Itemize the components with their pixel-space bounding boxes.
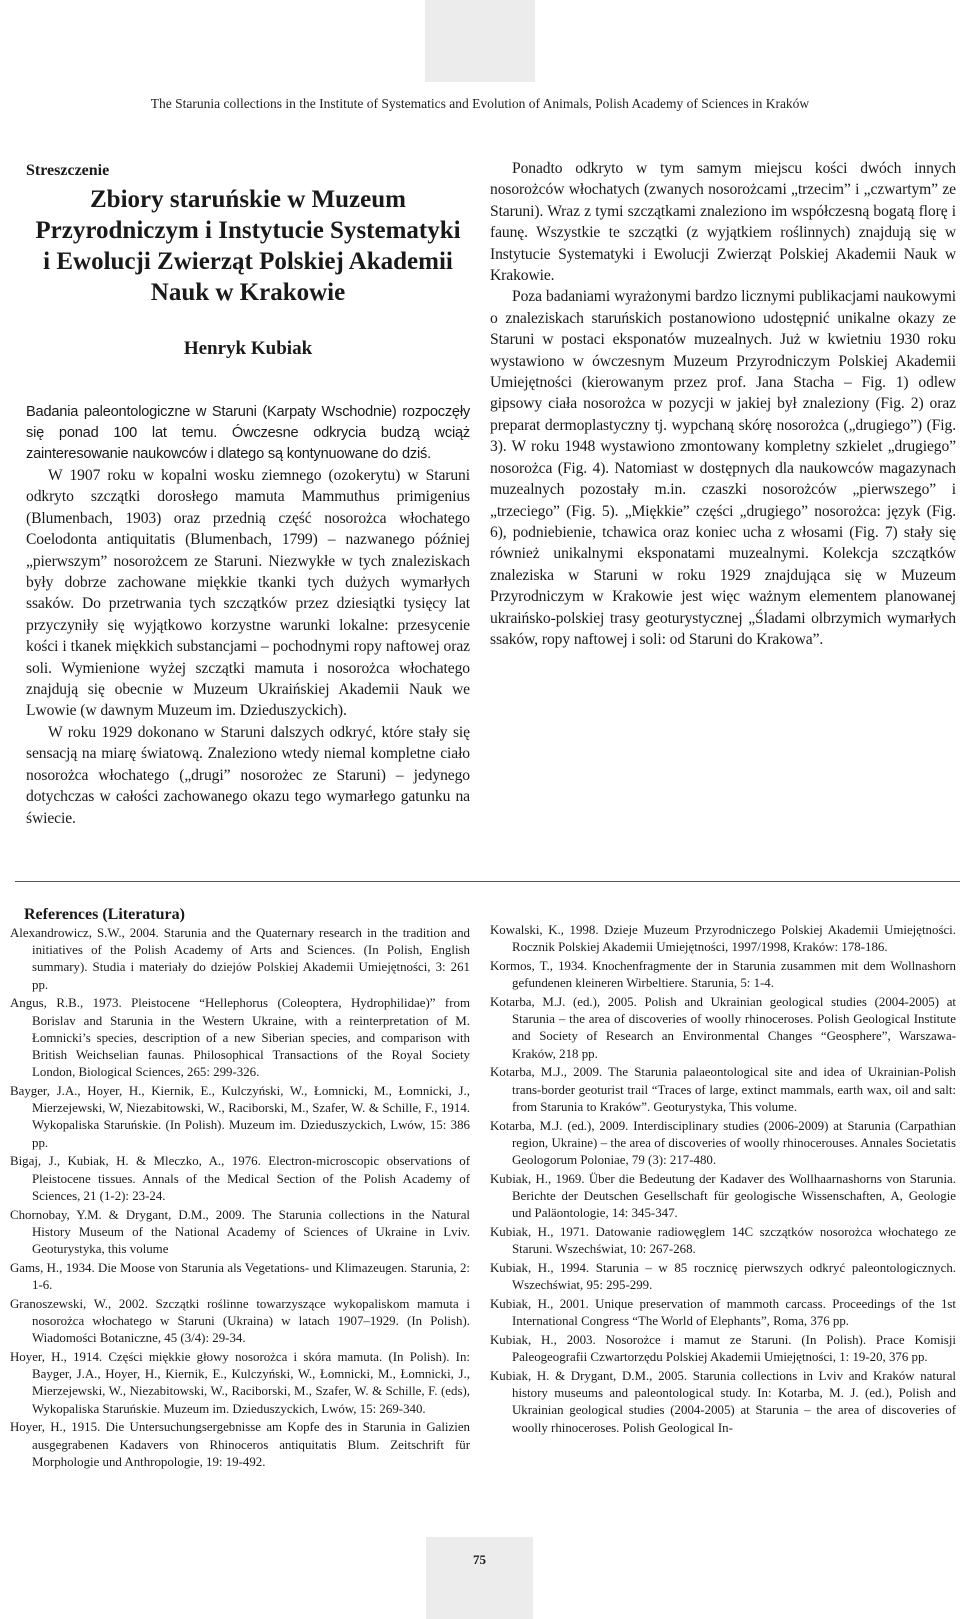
reference-item: Alexandrowicz, S.W., 2004. Starunia and the Quaternary research in the tradition and initiatives of the Polish Academy of Arts and Sciences. (In Polish, English summary). Studia i materiały do dziejów Polskiej Akademii Umiejętności, 3: 261 pp.: [10, 926, 470, 992]
abstract-paragraph-2: W roku 1929 dokonano w Staruni dalszych odkryć, które stały się sensacją na miarę światową. Znaleziono wtedy niemal kompletne ciało nosorożca włochatego („drugi” nosorożec ze Staruni) – jedynego dotychczas w całości zachowanego okazu tego wymarłego gatunku na świecie.: [26, 723, 470, 827]
reference-item: Kubiak, H., 2003. Nosorożce i mamut ze Staruni. (In Polish). Prace Komisji Paleogeografii Czwartorzędu Polskiej Akademii Umiejętności, 1: 19-20, 376 pp.: [490, 1333, 956, 1365]
abstract-intro: Badania paleontologiczne w Staruni (Karpaty Wschodnie) rozpoczęły się ponad 100 lat temu. Ówczesne odkrycia budzą wciąż zainteresowanie naukowców i dlatego są kontynuowane do dziś.: [26, 404, 470, 462]
reference-item: Kotarba, M.J., 2009. The Starunia palaeontological site and idea of Ukrainian-Polish trans-border geoturist trail “Traces of large, extinct mammals, earth wax, oil and salt: from Starunia to Kraków”. Geoturystyka, This volume.: [490, 1065, 956, 1114]
references-heading: References (Literatura): [24, 906, 185, 923]
reference-item: Angus, R.B., 1973. Pleistocene “Hellephorus (Coleoptera, Hydrophilidae)” from Borislav and Starunia in the Western Ukraine, with a reinterpretation of M. Łomnicki’s species, description of a new Siberian species, and comparison with British Weichselian faunas. Philosophical Transactions of the Royal Society London, Biological Sciences, 265: 299-326.: [10, 996, 470, 1080]
reference-item: Kormos, T., 1934. Knochenfragmente der in Starunia zusammen mit dem Wollnashorn gefundenen kleineren Wirbeltiere. Starunia, 5: 1-4.: [490, 959, 956, 991]
running-header: The Starunia collections in the Institute of Systematics and Evolution of Animals, Polish Academy of Sciences in Kraków: [150, 96, 810, 111]
reference-item: Bayger, J.A., Hoyer, H., Kiernik, E., Kulczyński, W., Łomnicki, M., Łomnicki, J., Mierzejewski, W, Niezabitowski, W., Raciborski, M., Szafer, W. & Schille, F., 1914. Wykopaliska Staruńskie. (In Polish). Muzeum im. Dzieduszyckich, Lwów, 15: 386 pp.: [10, 1084, 470, 1150]
reference-item: Bigaj, J., Kubiak, H. & Mleczko, A., 1976. Electron-microscopic observations of Pleistocene tissues. Annals of the Medical Section of the Polish Academy of Sciences, 21 (1-2): 23-24.: [10, 1154, 470, 1203]
abstract-paragraph-1: W 1907 roku w kopalni wosku ziemnego (ozokerytu) w Staruni odkryto szczątki dorosłego mamuta Mammuthus primigenius (Blumenbach, 1903) oraz przednią część nosorożca włochatego Coelodonta antiquitatis (Blumenbach, 1799) – nazwanego później „pierwszym” nosorożcem ze Staruni. Niezwykłe w tych znaleziskach były dobrze zachowane miękkie tkanki tych dużych wymarłych ssaków. Do przetrwania tych szczątków przez dziesiątki tysięcy lat przyczyniły się wyjątkowo korzystne warunki lokalne: przesycenie kości i tkanek miękkich substancjami – pochodnymi ropy naftowej oraz soli. Wymienione wyżej szczątki mamuta i nosorożca włochatego znajdują się obecnie w Muzeum Ukraińskiej Akademii Nauk we Lwowie (w dawnym Muzeum im. Dzieduszyckich).: [26, 467, 470, 720]
references-left-column: [10, 906, 470, 1473]
title-line: i Ewolucji Zwierząt Polskiej Akademii: [43, 248, 453, 275]
title-line: Nauk w Krakowie: [150, 279, 346, 306]
reference-item: Kotarba, M.J. (ed.), 2005. Polish and Ukrainian geological studies (2004-2005) at Starunia – the area of discoveries of woolly rhinoceroses. Polish Geological Institute and Society of Research an Environmental Changes “Geosphere”, Warszawa-Kraków, 218 pp.: [490, 995, 956, 1061]
author-name: Henryk Kubiak: [183, 338, 313, 359]
page-number: 75: [473, 1552, 486, 1567]
reference-item: Kowalski, K., 1998. Dzieje Muzeum Przyrodniczego Polskiej Akademii Umiejętności. Rocznik Polskiej Akademii Umiejętności, 1997/1998, Kraków: 178-186.: [490, 923, 956, 955]
abstract-right-column: [490, 158, 956, 650]
reference-item: Kubiak, H., 1994. Starunia – w 85 rocznicę pierwszych odkryć paleontologicznych. Wszechświat, 95: 295-299.: [490, 1261, 956, 1293]
reference-item: Kubiak, H., 2001. Unique preservation of mammoth carcass. Proceedings of the 1st International Congress “The World of Elephants”, Roma, 376 pp.: [490, 1297, 956, 1329]
abstract-paragraph-4: Poza badaniami wyrażonymi bardzo licznymi publikacjami naukowymi o znaleziskach staruńskich postanowiono udostępnić unikalne okazy ze Staruni w postaci eksponatów muzealnych. Już w kwietniu 1930 roku wystawiono w ówczesnym Muzeum Przyrodniczym Polskiej Akademii Umiejętności (kierowanym przez prof. Jana Stacha – Fig. 1) odlew gipsowy ciała nosorożca w pozycji w jakiej był znaleziony (Fig. 2) oraz preparat dermoplastyczny tj. wypchaną skórę nosorożca („drugiego”) (Fig. 3). W roku 1948 wystawiono zmontowany kompletny szkielet „drugiego” nosorożca (Fig. 4). Natomiast w dostępnych dla naukowców magazynach muzealnych pozostały m.in. czaszki nosorożców „pierwszego” i „trzeciego” (Fig. 5). „Miękkie” części „drugiego” nosorożca: język (Fig. 6), podniebienie, tchawica oraz koniec ucha z włosami (Fig. 7) stały się również unikalnymi eksponatami muzealnymi. Kolekcja szczątków znaleziska w Staruni w roku 1929 znajdująca się w Muzeum Przyrodniczym w Krakowie jest więc ważnym elementem planowanej ukraińsko-polskiej trasy geoturystycznej „Śladami olbrzymich wymarłych ssaków, ropy naftowej i soli: od Staruni do Krakowa”.: [490, 288, 956, 648]
abstract-paragraph-3: Ponadto odkryto w tym samym miejscu kości dwóch innych nosorożców włochatych (zwanych nosorożcami „trzecim” i „czwartym” ze Staruni). Wraz z tymi szczątkami znaleziono im współczesną bogatą florę i faunę. Wszystkie te szczątki (z wyjątkiem roślinnych) znajdują się w Instytucie Systematyki i Ewolucji Zwierząt Polskiej Akademii Nauk w Krakowie.: [490, 160, 956, 285]
reference-item: Hoyer, H., 1915. Die Untersuchungsergebnisse am Kopfe des in Starunia in Galizien ausgegrabenen Kadavers von Rhinoceros antiquitatis Blum. Zeitschrift für Morphologie und Anthropologie, 19: 19-492.: [10, 1420, 470, 1469]
reference-item: Kubiak, H., 1969. Über die Bedeutung der Kadaver des Wollhaarnashorns von Starunia. Berichte der Deutschen Gesellschaft für geologische Wissenschaften, A, Geologie und Paläontologie, 14: 345-347.: [490, 1171, 956, 1221]
page-number-box: [426, 1537, 533, 1619]
top-tab-decoration: [425, 0, 535, 82]
abstract-left-column: [26, 162, 470, 829]
reference-item: Kubiak, H., 1971. Datowanie radiowęglem 14C szczątków nosorożca włochatego ze Staruni. Wszechświat, 10: 267-268.: [490, 1225, 956, 1257]
reference-item: Chornobay, Y.M. & Drygant, D.M., 2009. The Starunia collections in the Natural History Museum of the National Academy of Sciences of Ukraine in Lviv. Geoturystyka, this volume: [10, 1207, 470, 1257]
reference-item: Kubiak, H. & Drygant, D.M., 2005. Starunia collections in Lviv and Kraków natural history museums and paleontological study. In: Kotarba, M. J. (ed.), Polish and Ukrainian geological studies (2004-2005) at Starunia – the area of discoveries of woolly rhinoceroses. Polish Geological In-: [490, 1369, 956, 1435]
abstract-title: [26, 184, 470, 308]
reference-item: Granoszewski, W., 2002. Szczątki roślinne towarzyszące wykopaliskom mamuta i nosorożca włochatego w Staruni (Ukraina) w latach 1907–1929. (In Polish). Wiadomości Botaniczne, 45 (3/4): 29-34.: [10, 1296, 470, 1346]
title-line: Zbiory staruńskie w Muzeum: [90, 186, 406, 213]
reference-item: Gams, H., 1934. Die Moose von Starunia als Vegetations- und Klimazeugen. Starunia, 2: 1-6.: [10, 1260, 470, 1293]
section-divider: [15, 881, 960, 882]
title-line: Przyrodniczym i Instytucie Systematyki: [35, 217, 461, 244]
references-right-column: [490, 922, 956, 1438]
abstract-label: Streszczenie: [26, 162, 110, 179]
reference-item: Kotarba, M.J. (ed.), 2009. Interdisciplinary studies (2006-2009) at Starunia (Carpathian region, Ukraine) – the area of discoveries of woolly rhinocerouses. Annales Societatis Geologorum Poloniae, 79 (3): 217-480.: [490, 1118, 956, 1168]
reference-item: Hoyer, H., 1914. Części miękkie głowy nosorożca i skóra mamuta. (In Polish). In: Bayger, J.A., Hoyer, H., Kiernik, E., Kulczyński, W., Łomnicki, M., Łomnicki, J., Mierzejewski, W., Niezabitowski, W., Raciborski, M., Szafer, W. & Schille, F. (eds), Wykopaliska Staruńskie. Muzeum im. Dzieduszyckich, Lwów, 15: 269-340.: [10, 1350, 470, 1416]
